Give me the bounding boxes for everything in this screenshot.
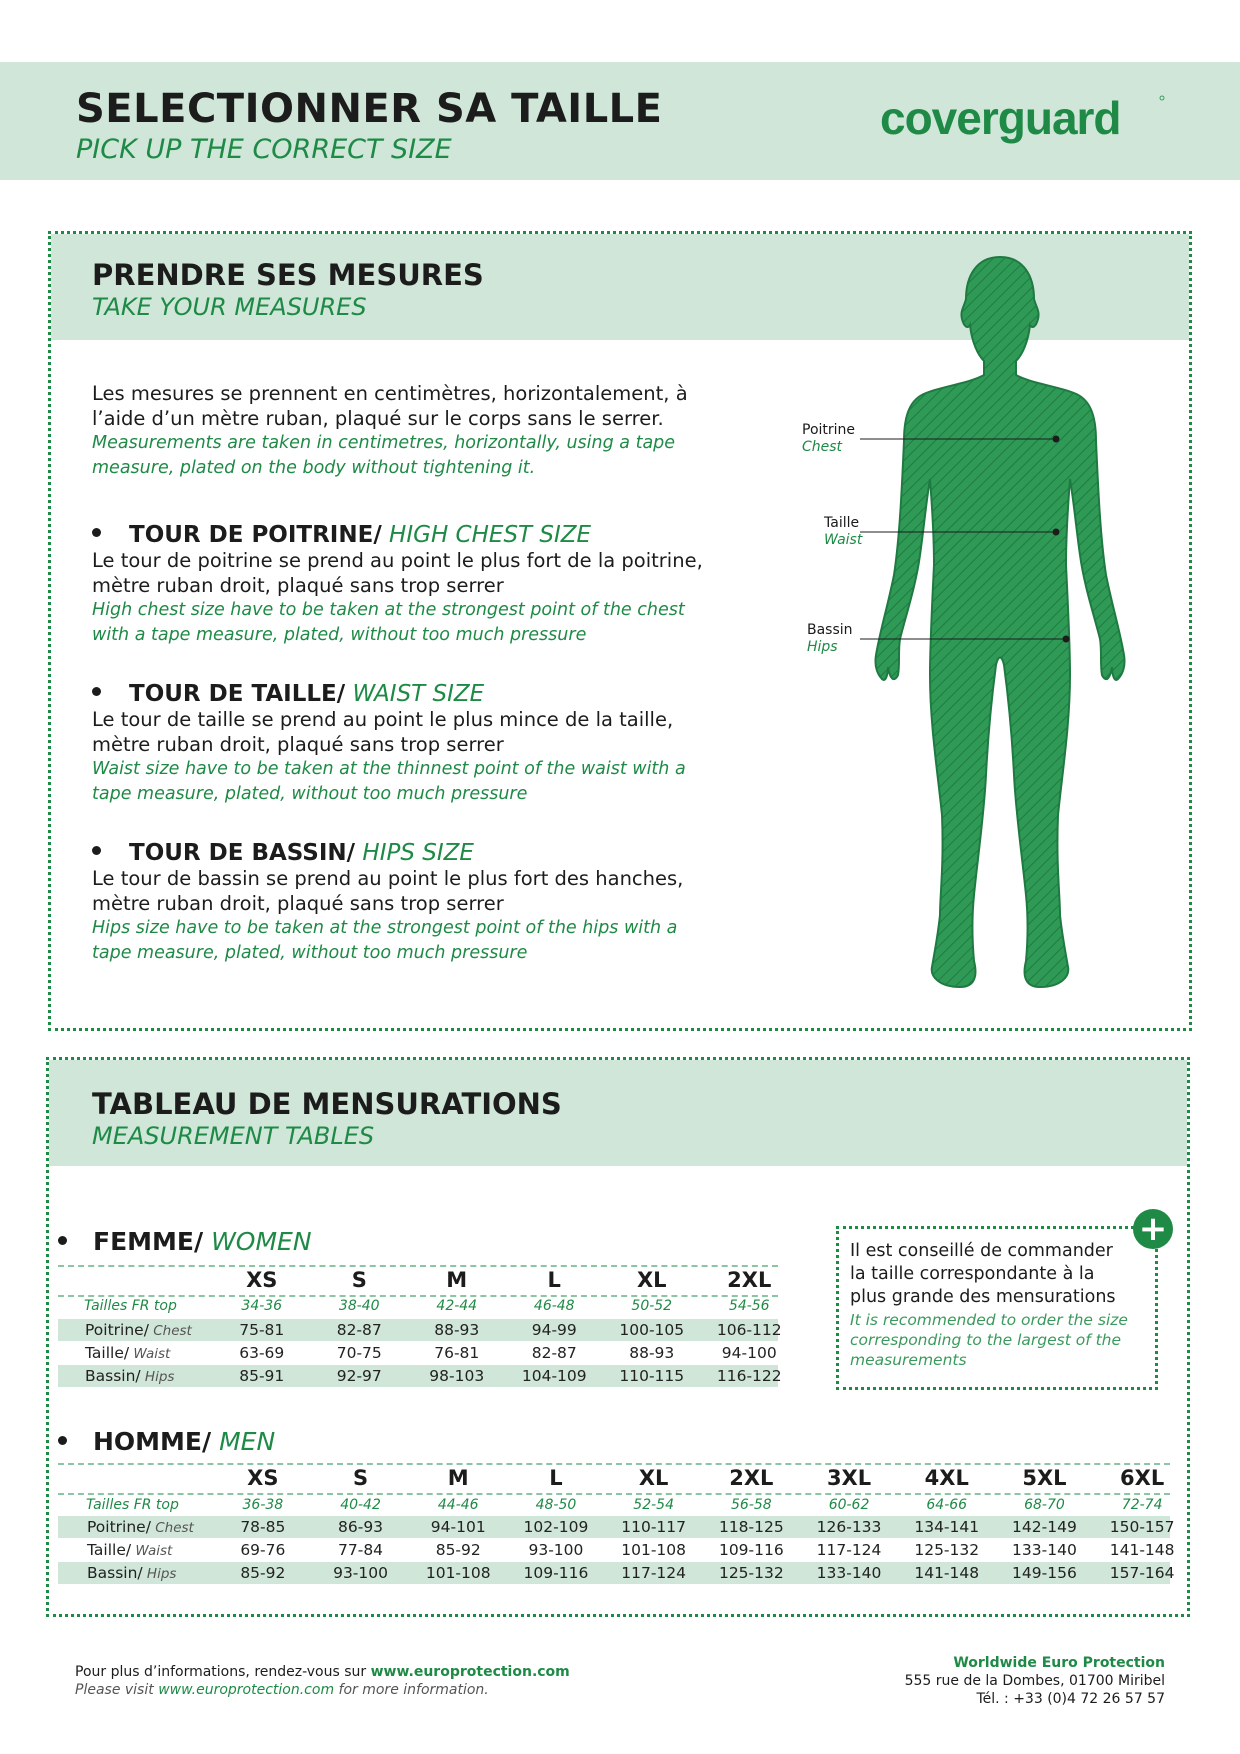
table-cell: 78-85 [240,1518,286,1536]
bullet-dot [92,528,101,537]
fr-top-size: 52-54 [633,1497,674,1513]
table-cell: 142-149 [1012,1518,1077,1536]
table-row [58,1342,778,1364]
tables-subtitle: MEASUREMENT TABLES [92,1122,375,1150]
size-header: 3XL [826,1466,872,1490]
table-cell: 93-100 [333,1564,388,1582]
size-header: 2XL [727,1268,772,1292]
hips-heading: TOUR DE BASSIN/ HIPS SIZE [92,840,732,866]
table-cell: 157-164 [1109,1564,1175,1582]
women-heading: FEMME/ WOMEN [58,1227,312,1256]
waist-text-en: Waist size have to be taken at the thinnest point of the waist with a [92,759,686,779]
fr-top-size: 42-44 [436,1298,478,1314]
table-cell: 92-97 [336,1367,382,1385]
row-label: Poitrine/ Chest [87,1518,194,1536]
hips-text-en: tape measure, plated, without too much pressure [92,943,528,963]
size-header: XS [247,1466,279,1490]
fr-top-size: 34-36 [241,1298,283,1314]
table-cell: 117-124 [621,1564,687,1582]
hips-item [92,840,732,966]
intro-fr-line: Les mesures se prennent en centimètres, horizontalement, à [92,382,688,405]
table-cell: 102-109 [523,1518,589,1536]
body-figure [860,255,1140,993]
table-cell: 85-91 [239,1367,285,1385]
table-cell: 125-132 [718,1564,784,1582]
men-heading: HOMME/ MEN [58,1427,275,1456]
table-cell: 104-109 [521,1367,587,1385]
fr-top-size: 50-52 [631,1298,673,1314]
bullet-dot [58,1236,67,1245]
table-cell: 126-133 [816,1518,882,1536]
row-label: Bassin/ Hips [85,1367,175,1385]
table-cell: 94-99 [531,1321,577,1339]
note-fr: Il est conseillé de commander la taille correspondante à la plus grande des mensurations [850,1241,1116,1307]
chest-point [1053,436,1060,443]
table-cell: 116-122 [716,1367,782,1385]
size-header: XS [246,1268,278,1292]
size-header: XL [636,1268,667,1292]
fr-top-size: 56-58 [731,1497,772,1513]
table-cell: 88-93 [434,1321,480,1339]
fr-top-size: 40-42 [340,1497,381,1513]
chest-heading: TOUR DE POITRINE/ HIGH CHEST SIZE [92,522,732,548]
row-label: Taille/ Waist [87,1541,173,1559]
footer-company: Worldwide Euro Protection [953,1655,1165,1671]
table-cell: 110-117 [621,1518,687,1536]
table-cell: 85-92 [435,1541,481,1559]
fr-top-size: 36-38 [242,1497,284,1513]
size-header: S [351,1268,367,1292]
logo-text: coverguard [880,92,1121,144]
table-cell: 101-108 [621,1541,687,1559]
intro-en-line: Measurements are taken in centimetres, horizontally, using a tape [92,433,676,453]
hips-text-fr: Le tour de bassin se prend au point le plus fort des hanches, [92,867,684,890]
table-cell: 150-157 [1109,1518,1175,1536]
table-cell: 88-93 [629,1344,675,1362]
table-cell: 117-124 [816,1541,882,1559]
table-cell: 149-156 [1012,1564,1077,1582]
table-cell: 82-87 [531,1344,577,1362]
bullet-dot [92,846,101,855]
fr-top-size: 68-70 [1024,1497,1065,1513]
size-header: L [549,1466,563,1490]
size-header: M [446,1268,468,1292]
body-silhouette [875,257,1124,987]
table-cell: 133-140 [1012,1541,1077,1559]
table-cell: 94-100 [721,1344,777,1362]
size-header: L [547,1268,561,1292]
table-cell: 141-148 [914,1564,980,1582]
bullet-dot [92,687,101,696]
size-header: 6XL [1120,1466,1165,1490]
table-cell: 82-87 [336,1321,382,1339]
footer-info-en: Please visit www.europrotection.com for more information. [75,1682,489,1698]
row-label: Taille/ Waist [85,1344,171,1362]
waist-item [92,681,732,807]
table-row [58,1539,1175,1561]
waist-point [1053,529,1060,536]
table-cell: 93-100 [528,1541,584,1559]
table-cell: 125-132 [914,1541,980,1559]
bullet-dot [58,1436,67,1445]
intro-fr-line: l’aide d’un mètre ruban, plaqué sur le corps sans le serrer. [92,407,664,430]
waist-heading: TOUR DE TAILLE/ WAIST SIZE [92,681,732,707]
size-header: 4XL [924,1466,969,1490]
fr-top-size: 60-62 [828,1497,870,1513]
table-cell: 133-140 [816,1564,882,1582]
chest-item [92,522,732,648]
men-dash-top [58,1463,1170,1465]
chest-text-fr: Le tour de poitrine se prend au point le plus fort de la poitrine, [92,549,703,572]
waist-text-fr: mètre ruban droit, plaqué sans trop serrer [92,733,504,756]
fr-top-size: 64-66 [926,1497,968,1513]
fr-top-size: 44-46 [437,1497,479,1513]
coverguard-logo [880,92,1166,148]
table-cell: 106-112 [716,1321,782,1339]
fr-top-size: 38-40 [338,1298,380,1314]
table-cell: 100-105 [619,1321,685,1339]
table-cell: 141-148 [1109,1541,1175,1559]
table-cell: 98-103 [429,1367,485,1385]
tables-title: TABLEAU DE MENSURATIONS [92,1087,562,1121]
europrotection-link[interactable]: www.europrotection.com [158,1682,335,1698]
table-cell: 85-92 [240,1564,286,1582]
table-cell: 109-116 [523,1564,589,1582]
table-cell: 70-75 [336,1344,382,1362]
measures-title: PRENDRE SES MESURES [92,258,484,292]
page-subtitle: PICK UP THE CORRECT SIZE [76,134,452,165]
women-dash-top [58,1265,778,1267]
intro-en-line: measure, plated on the body without tightening it. [92,458,536,478]
hips-text-fr: mètre ruban droit, plaqué sans trop serrer [92,892,504,915]
table-row [58,1562,1175,1584]
fr-top-size: 46-48 [533,1298,575,1314]
size-header: 5XL [1022,1466,1067,1490]
table-cell: 63-69 [239,1344,285,1362]
hips-label: Bassin Hips [807,622,853,655]
hips-text-en: Hips size have to be taken at the strongest point of the hips with a [92,918,678,938]
table-row [58,1516,1175,1538]
table-row [58,1365,782,1387]
footer-address: 555 rue de la Dombes, 01700 Miribel [904,1673,1165,1689]
fr-top-size: 54-56 [728,1298,770,1314]
table-cell: 76-81 [434,1344,480,1362]
men-dash-mid [58,1493,1170,1495]
chest-text-en: High chest size have to be taken at the strongest point of the chest [92,600,685,620]
row-label: Poitrine/ Chest [85,1321,192,1339]
measures-intro [92,381,722,481]
size-header: XL [638,1466,669,1490]
table-cell: 109-116 [718,1541,784,1559]
table-cell: 94-101 [430,1518,486,1536]
size-header: 2XL [729,1466,774,1490]
table-cell: 77-84 [338,1541,384,1559]
table-cell: 134-141 [914,1518,980,1536]
chest-text-fr: mètre ruban droit, plaqué sans trop serrer [92,574,504,597]
table-cell: 101-108 [425,1564,491,1582]
europrotection-link[interactable]: www.europrotection.com [370,1664,570,1680]
men-frtop-label: Tailles FR top [86,1497,179,1513]
table-cell: 118-125 [718,1518,784,1536]
footer-info-fr: Pour plus d’informations, rendez-vous sur www.europrotection.com [75,1664,570,1680]
note-en: It is recommended to order the size corresponding to the largest of the measurements [850,1311,1128,1369]
table-cell: 86-93 [338,1518,384,1536]
size-header: M [447,1466,469,1490]
fr-top-size: 48-50 [535,1497,577,1513]
table-cell: 110-115 [619,1367,685,1385]
footer-phone: Tél. : +33 (0)4 72 26 57 57 [976,1691,1165,1707]
row-label: Bassin/ Hips [87,1564,177,1582]
page-title: SELECTIONNER SA TAILLE [76,86,663,132]
table-row [58,1319,782,1341]
table-cell: 69-76 [240,1541,286,1559]
chest-text-en: with a tape measure, plated, without too much pressure [92,625,587,645]
table-cell: 75-81 [239,1321,285,1339]
plus-icon: + [1133,1209,1173,1249]
size-header: S [352,1466,369,1490]
women-frtop-label: Tailles FR top [84,1298,177,1314]
chest-label: Poitrine Chest [802,422,856,455]
fr-top-size: 72-74 [1121,1497,1163,1513]
hips-point [1063,636,1070,643]
waist-label: Taille Waist [824,515,863,548]
measures-subtitle: TAKE YOUR MEASURES [92,293,367,321]
waist-text-fr: Le tour de taille se prend au point le plus mince de la taille, [92,708,674,731]
women-dash-mid [58,1295,778,1297]
waist-text-en: tape measure, plated, without too much pressure [92,784,528,804]
